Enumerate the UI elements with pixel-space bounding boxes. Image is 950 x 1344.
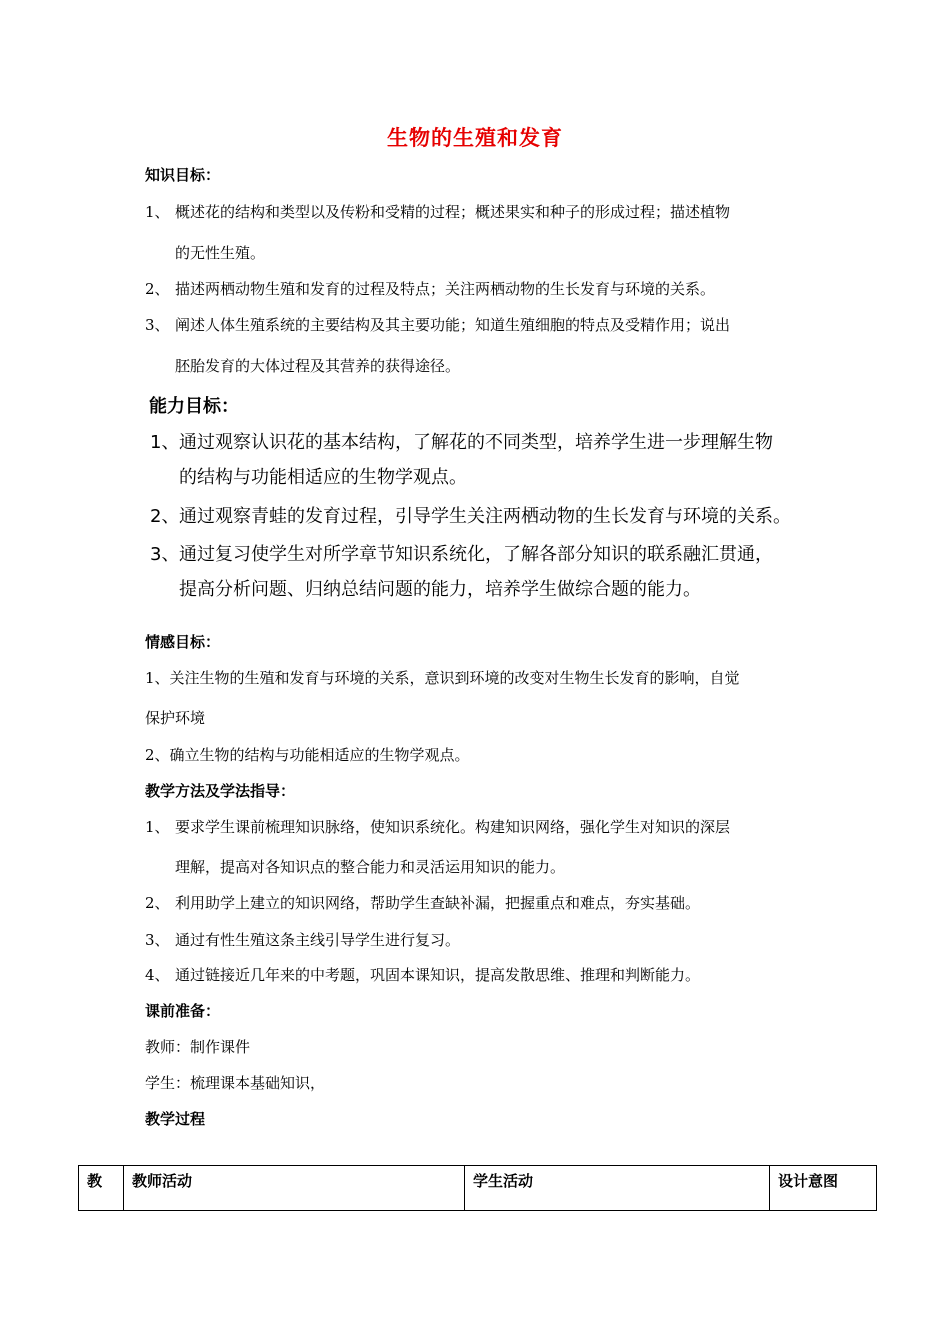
knowledge-item-1-line-2: 的无性生殖。 <box>175 244 266 262</box>
knowledge-item-2-line-1: 描述两栖动物生殖和发育的过程及特点；关注两栖动物的生长发育与环境的关系。 <box>175 280 716 298</box>
knowledge-item-3-number: 3、 <box>145 316 170 334</box>
page-title: 生物的生殖和发育 <box>387 125 563 150</box>
knowledge-item-1-line-1: 概述花的结构和类型以及传粉和受精的过程；概述果实和种子的形成过程；描述植物 <box>175 203 731 221</box>
method-item-2-line-1: 利用助学上建立的知识网络，帮助学生查缺补漏，把握重点和难点，夯实基础。 <box>175 894 701 912</box>
table-header-cell-teach: 教 <box>79 1166 124 1211</box>
emotion-item-2: 2、确立生物的结构与功能相适应的生物学观点。 <box>145 746 470 764</box>
prep-student: 学生：梳理课本基础知识， <box>145 1074 326 1092</box>
method-item-4-number: 4、 <box>145 966 170 984</box>
knowledge-item-3-line-2: 胚胎发育的大体过程及其营养的获得途径。 <box>175 357 461 375</box>
knowledge-item-3-line-1: 阐述人体生殖系统的主要结构及其主要功能；知道生殖细胞的特点及受精作用；说出 <box>175 316 731 334</box>
table-header-cell-design-intent: 设计意图 <box>770 1166 877 1211</box>
emotion-heading: 情感目标： <box>145 633 221 651</box>
method-heading: 教学方法及学法指导： <box>145 782 296 800</box>
knowledge-item-1-number: 1、 <box>145 203 170 221</box>
knowledge-item-2-number: 2、 <box>145 280 170 298</box>
ability-heading: 能力目标： <box>149 396 239 417</box>
ability-item-3-number: 3、 <box>150 544 180 565</box>
table-header-row <box>79 1166 877 1211</box>
method-item-3-number: 3、 <box>145 931 170 949</box>
method-item-3-line-1: 通过有性生殖这条主线引导学生进行复习。 <box>175 931 461 949</box>
prep-heading: 课前准备： <box>145 1002 221 1020</box>
ability-item-1-line-1: 通过观察认识花的基本结构，了解花的不同类型，培养学生进一步理解生物 <box>179 432 773 453</box>
method-item-2-number: 2、 <box>145 894 170 912</box>
table-header-cell-student-activity: 学生活动 <box>465 1166 770 1211</box>
method-item-4-line-1: 通过链接近几年来的中考题，巩固本课知识，提高发散思维、推理和判断能力。 <box>175 966 701 984</box>
method-item-1-line-2: 理解，提高对各知识点的整合能力和灵活运用知识的能力。 <box>175 858 566 876</box>
table-header-cell-teacher-activity: 教师活动 <box>124 1166 465 1211</box>
ability-item-1-line-2: 的结构与功能相适应的生物学观点。 <box>179 467 467 488</box>
prep-teacher: 教师：制作课件 <box>145 1038 251 1056</box>
process-heading: 教学过程 <box>145 1110 206 1128</box>
ability-item-2-line-1: 通过观察青蛙的发育过程，引导学生关注两栖动物的生长发育与环境的关系。 <box>179 506 791 527</box>
emotion-item-1-line-2: 保护环境 <box>145 709 206 727</box>
knowledge-heading: 知识目标： <box>145 166 221 184</box>
method-item-1-number: 1、 <box>145 818 170 836</box>
ability-item-3-line-1: 通过复习使学生对所学章节知识系统化，了解各部分知识的联系融汇贯通， <box>179 544 773 565</box>
method-item-1-line-1: 要求学生课前梳理知识脉络，使知识系统化。构建知识网络，强化学生对知识的深层 <box>175 818 731 836</box>
ability-item-3-line-2: 提高分析问题、归纳总结问题的能力，培养学生做综合题的能力。 <box>179 579 701 600</box>
process-table <box>78 1165 877 1211</box>
ability-item-1-number: 1、 <box>150 432 180 453</box>
emotion-item-1-line-1: 1、关注生物的生殖和发育与环境的关系，意识到环境的改变对生物生长发育的影响，自觉 <box>145 669 740 687</box>
ability-item-2-number: 2、 <box>150 506 180 527</box>
